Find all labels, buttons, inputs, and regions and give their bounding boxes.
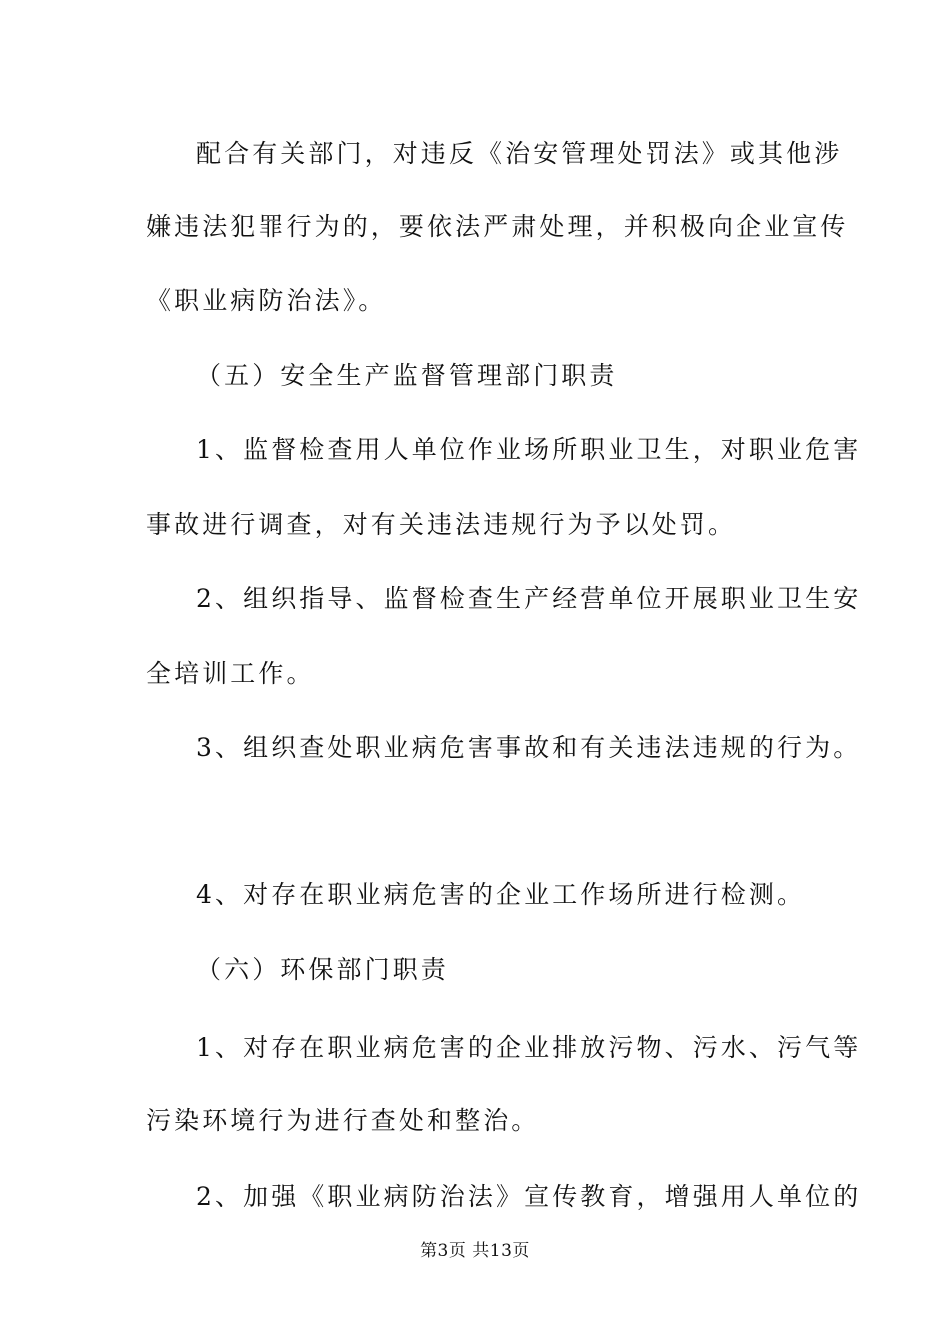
paragraph-line-5: 1、监督检查用人单位作业场所职业卫生，对职业危害 bbox=[196, 435, 862, 464]
section-heading-5: （五）安全生产监督管理部门职责 bbox=[196, 361, 618, 390]
paragraph-line-1: 配合有关部门，对违反《治安管理处罚法》或其他涉 bbox=[196, 139, 843, 168]
paragraph-line-14: 2、加强《职业病防治法》宣传教育，增强用人单位的 bbox=[196, 1182, 862, 1211]
paragraph-line-7: 2、组织指导、监督检查生产经营单位开展职业卫生安 bbox=[196, 584, 862, 613]
paragraph-line-2: 嫌违法犯罪行为的，要依法严肃处理，并积极向企业宣传 bbox=[146, 212, 849, 241]
paragraph-line-3: 《职业病防治法》。 bbox=[146, 286, 387, 315]
section-heading-6: （六）环保部门职责 bbox=[196, 955, 449, 984]
paragraph-line-13: 污染环境行为进行查处和整治。 bbox=[146, 1106, 540, 1135]
paragraph-line-12: 1、对存在职业病危害的企业排放污物、污水、污气等 bbox=[196, 1033, 862, 1062]
paragraph-line-6: 事故进行调查，对有关违法违规行为予以处罚。 bbox=[146, 510, 737, 539]
paragraph-line-10: 4、对存在职业病危害的企业工作场所进行检测。 bbox=[196, 880, 806, 909]
page-number-footer: 第3页 共13页 bbox=[420, 1241, 530, 1261]
paragraph-line-9: 3、组织查处职业病危害事故和有关违法违规的行为。 bbox=[196, 733, 862, 762]
paragraph-line-8: 全培训工作。 bbox=[146, 659, 315, 688]
